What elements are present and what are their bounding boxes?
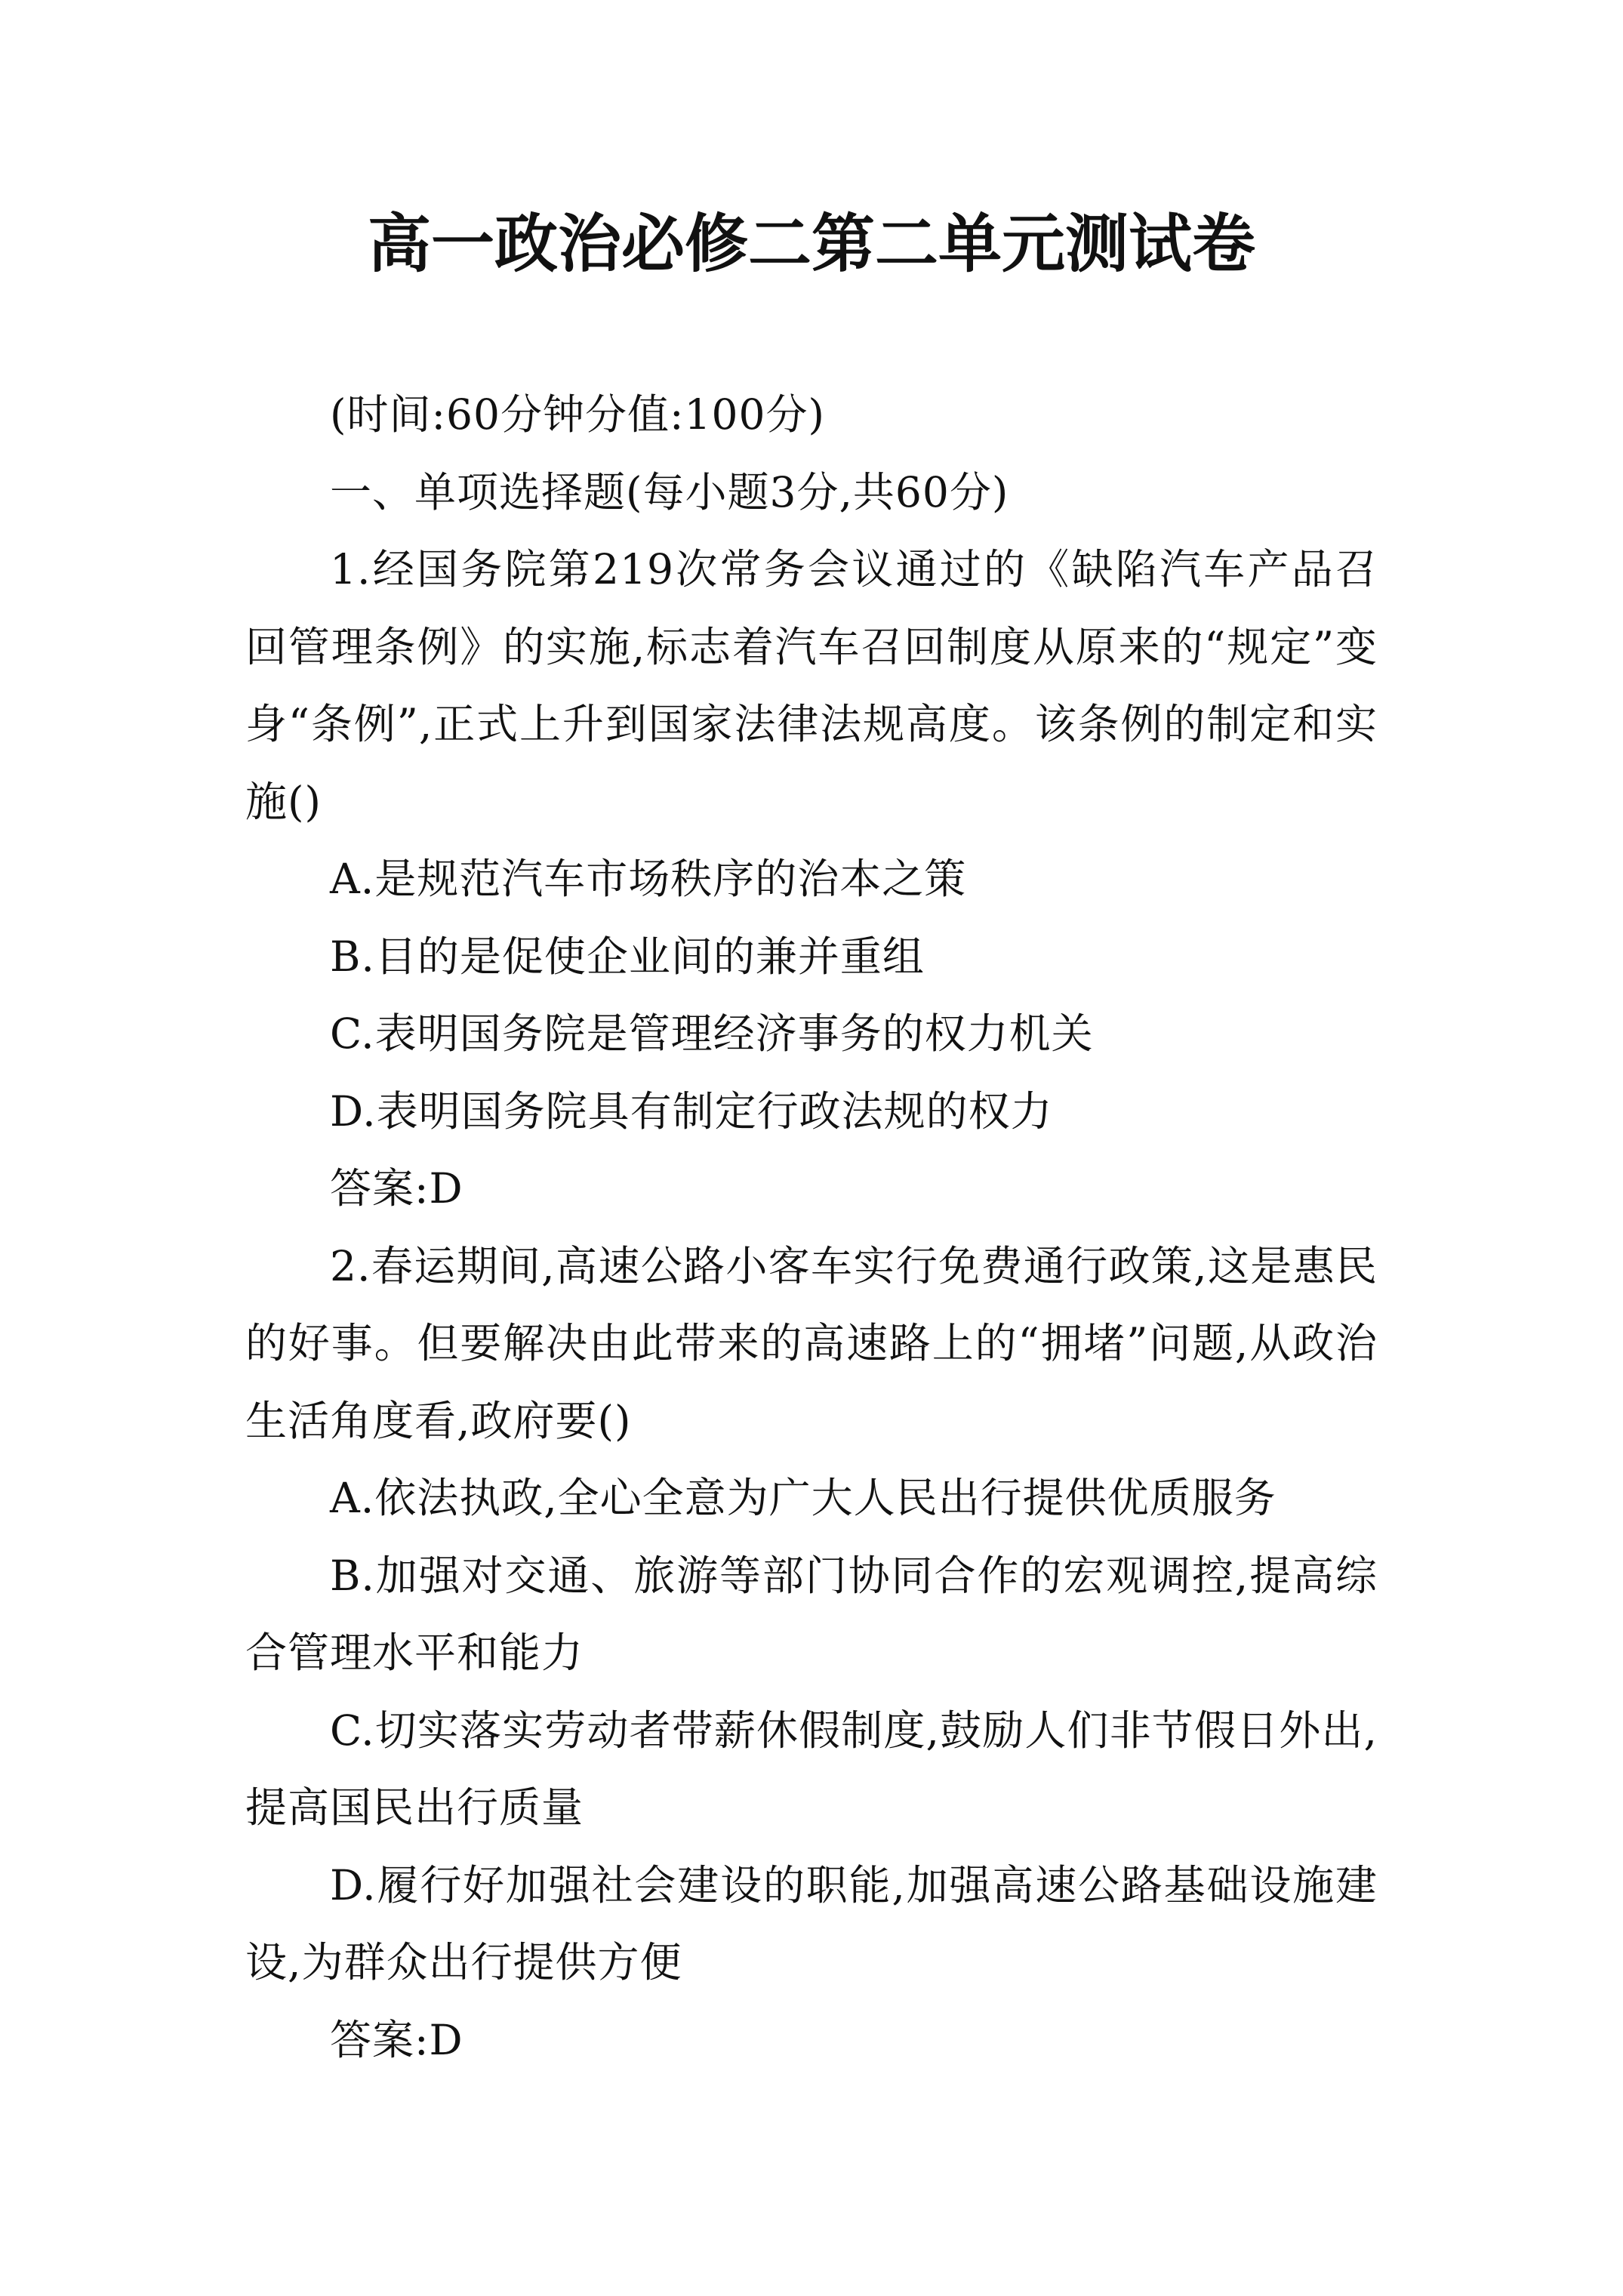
- answer-option: C.表明国务院是管理经济事务的权力机关: [330, 1009, 1094, 1058]
- question-block: [245, 531, 1378, 1228]
- answer-option: D.表明国务院具有制定行政法规的权力: [330, 1086, 1053, 1136]
- answer-key: 答案:D: [330, 1164, 463, 1213]
- answer-key: 答案:D: [330, 2015, 463, 2064]
- answer-option: D.履行好加强社会建设的职能,加强高速公路基础设施建设,为群众出行提供方便: [245, 1860, 1378, 1986]
- exam-body: [245, 376, 1378, 2079]
- question-stem: 1.经国务院第219次常务会议通过的《缺陷汽车产品召回管理条例》的实施,标志着汽车召回制度从原来的“规定”变身“条例”,正式上升到国家法律法规高度。该条例的制定和实施(): [245, 545, 1378, 826]
- exam-title: 高一政治必修二第二单元测试卷: [367, 206, 1255, 281]
- question-list: [245, 531, 1378, 2079]
- answer-option: B.加强对交通、旅游等部门协同合作的宏观调控,提高综合管理水平和能力: [245, 1551, 1378, 1677]
- answer-option: B.目的是促使企业间的兼并重组: [330, 932, 925, 981]
- question-stem: 2.春运期间,高速公路小客车实行免费通行政策,这是惠民的好事。但要解决由此带来的高速路上的“拥堵”问题,从政治生活角度看,政府要(): [245, 1241, 1378, 1445]
- question-block: [245, 1228, 1378, 2079]
- section-heading: 一、单项选择题(每小题3分,共60分): [330, 467, 1009, 516]
- answer-option: A.依法执政,全心全意为广大人民出行提供优质服务: [330, 1474, 1277, 1522]
- answer-option: C.切实落实劳动者带薪休假制度,鼓励人们非节假日外出,提高国民出行质量: [245, 1706, 1378, 1832]
- answer-option: A.是规范汽车市场秩序的治本之策: [330, 855, 967, 903]
- exam-meta-line: (时间:60分钟分值:100分): [330, 390, 825, 439]
